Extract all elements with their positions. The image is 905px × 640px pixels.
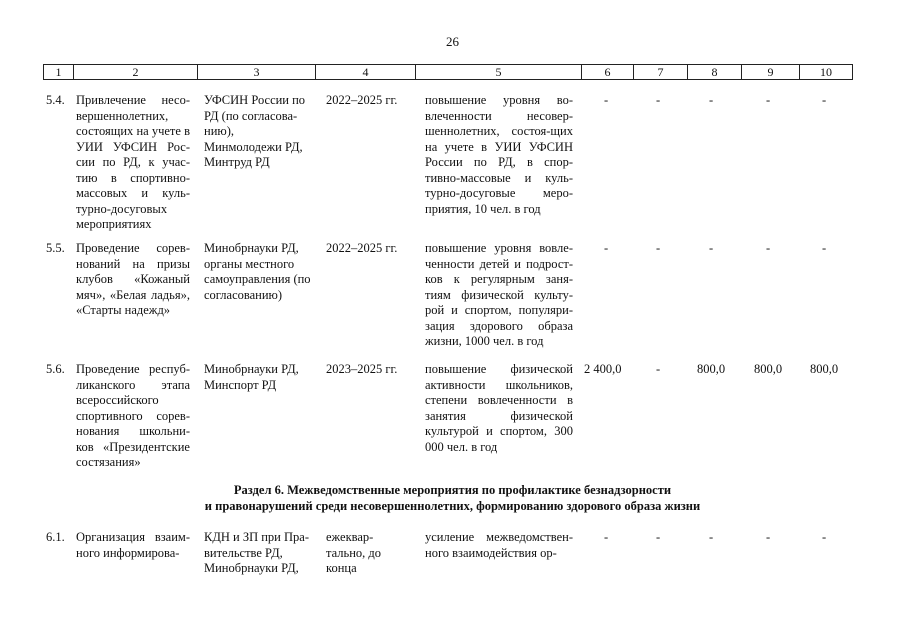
header-col-2: 2 [73, 65, 197, 79]
row-executor: Минобрнауки РД, Минспорт РД [204, 362, 299, 392]
row-value-6: - [604, 530, 609, 544]
header-col-4: 4 [315, 65, 415, 79]
row-value-9: - [766, 93, 771, 107]
row-result: повышение физической активности школьников, степени вовлеченности в занятия физической культурой и спортом, 300 000 чел. в год [425, 362, 573, 454]
header-col-3: 3 [197, 65, 315, 79]
row-value-10: - [822, 241, 827, 255]
row-executor: УФСИН России по РД (по согласова-нию), Минмолодежи РД, Минтруд РД [204, 93, 306, 169]
row-result: усиление межведомствен-ного взаимодействия ор- [425, 530, 573, 560]
row-measure: Проведение сорев-нований на призы клубов «Кожаный мяч», «Белая ладья», «Старты надежд» [76, 241, 190, 317]
table-header [43, 64, 853, 80]
row-period: 2022–2025 гг. [326, 93, 398, 107]
section-heading-line-1: Раздел 6. Межведомственные мероприятия по профилактике безнадзорности [233, 483, 672, 497]
row-value-9: - [766, 241, 771, 255]
row-id: 6.1. [46, 530, 65, 544]
row-measure: Организация взаим-ного информирова- [76, 530, 190, 560]
row-value-8: 800,0 [697, 362, 726, 376]
row-period: 2022–2025 гг. [326, 241, 398, 255]
row-value-8: - [709, 530, 714, 544]
header-col-6: 6 [581, 65, 633, 79]
row-value-6: - [604, 241, 609, 255]
row-id: 5.4. [46, 93, 65, 107]
header-col-8: 8 [687, 65, 741, 79]
page-number: 26 [446, 34, 459, 49]
header-col-5: 5 [415, 65, 581, 79]
row-value-10: - [822, 93, 827, 107]
row-value-9: - [766, 530, 771, 544]
row-value-7: - [656, 93, 661, 107]
row-id: 5.5. [46, 241, 65, 255]
row-value-6: - [604, 93, 609, 107]
row-period: 2023–2025 гг. [326, 362, 398, 376]
row-period: ежеквар-тально, до конца [326, 530, 382, 575]
row-value-7: - [656, 241, 661, 255]
header-col-1: 1 [43, 65, 73, 79]
row-value-7: - [656, 362, 661, 376]
row-value-8: - [709, 241, 714, 255]
header-col-7: 7 [633, 65, 687, 79]
row-result: повышение уровня во-влеченности несовер-шеннолетних, состоя-щих на учете в УИИ УФСИН России по РД, в спор-тивно-массовые и куль-турно-досуговые меро-приятия, 10 чел. в год [425, 93, 573, 216]
row-value-10: 800,0 [810, 362, 839, 376]
header-col-9: 9 [741, 65, 799, 79]
section-heading-line-2: и правонарушений среди несовершеннолетних, формированию здорового образа жизни [204, 499, 701, 513]
row-measure: Проведение респуб-ликанского этапа всероссийского спортивного сорев-нования школьни-ков «Президентские состязания» [76, 362, 190, 469]
row-value-6: 2 400,0 [584, 362, 622, 376]
header-col-10: 10 [799, 65, 853, 79]
row-id: 5.6. [46, 362, 65, 376]
row-value-9: 800,0 [754, 362, 783, 376]
row-measure: Привлечение несо-вершеннолетних, состоящих на учете в УИИ УФСИН Рос-сии по РД, к учас-тию в спортивно-массовых и куль-турно-досуговых мероприятиях [76, 93, 190, 231]
row-value-8: - [709, 93, 714, 107]
row-value-7: - [656, 530, 661, 544]
row-executor: Минобрнауки РД, органы местного самоуправления (по согласованию) [204, 241, 311, 302]
row-executor: КДН и ЗП при Пра-вительстве РД, Минобрнауки РД, [204, 530, 309, 575]
row-result: повышение уровня вовле-ченности детей и подрост-ков к регулярным заня-тиям физической культу-рой и спортом, популяри-зация здорового образа жизни, 1000 чел. в год [425, 241, 573, 348]
row-value-10: - [822, 530, 827, 544]
